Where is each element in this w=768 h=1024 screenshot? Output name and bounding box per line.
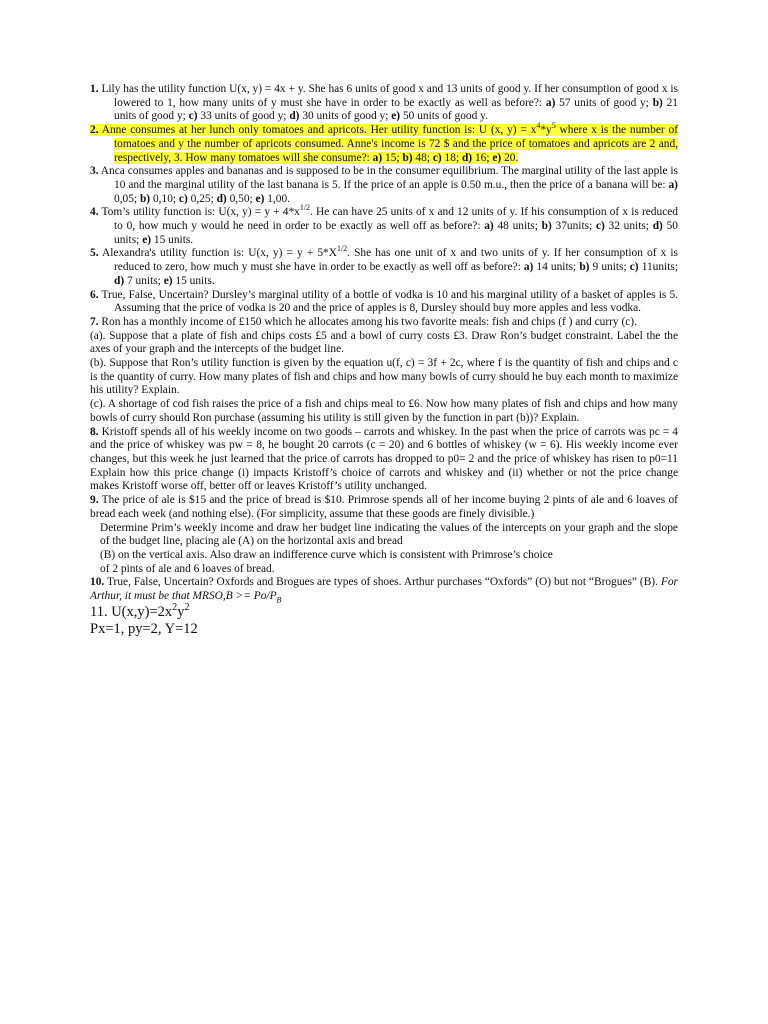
option-text: 11units; [638, 261, 678, 274]
option-text: 48 units; [493, 220, 538, 233]
question-text: The price of ale is $15 and the price of bread is $10. Primrose spends all of her income buying 2 pints of ale and 6 loaves of bread each week (and nothing else). (For simplicity, assume that these goods are finely divisible.) [90, 494, 678, 520]
question-number: 8. [90, 425, 99, 438]
question-6 [90, 289, 678, 316]
option-label: e) [391, 110, 401, 123]
subscript: B [276, 595, 282, 605]
option-label: e) [492, 151, 502, 164]
option-label: d) [461, 151, 473, 164]
question-9-paragraph-2: (B) on the vertical axis. Also draw an indifference curve which is consistent with Primrose’s choice [100, 548, 553, 561]
question-text: *y [540, 124, 552, 137]
document-page [90, 83, 678, 638]
question-number: 9. [90, 494, 99, 507]
question-text: Tom’s utility function is: U(x, y) = y + 4*x [101, 206, 300, 219]
question-7-part-a: (a). Suppose that a plate of fish and chips costs £5 and a bowl of curry costs £3. Draw Ron’s budget constraint. Label the the axes of your graph and the intercepts of the budget line. [90, 329, 678, 356]
option-text: 0,05; [114, 192, 138, 205]
question-text: Anne consumes at her lunch only tomatoes and apricots. Her utility function is: U (x, y) = x [101, 124, 537, 137]
question-10 [90, 576, 678, 603]
question-4 [90, 203, 678, 247]
question-text: Kristoff spends all of his weekly income on two goods – carrots and whiskey. In the past when the price of carrots was pc = 4 and the price of whiskey was pw = 8, he bought 20 carrots (c = 20) and 6 bottles of whiskey (w = 6). His weekly income ever changes, but this week he just learned that the price of carrots has dropped to p0= 2 and the price of whiskey has risen to p0=11 Explain how this price change (i) impacts Kristoff’s choice of carrots and whiskey and (ii) whether or not the price change makes Kristoff worse off, better off or leaves Kristoff’s utility unchanged. [90, 425, 678, 493]
option-text: 30 units of good y; [299, 110, 389, 123]
option-text: 50 units; [114, 220, 678, 246]
question-number: 3. [90, 165, 99, 178]
option-label: e) [142, 233, 152, 246]
exponent: 5 [551, 121, 556, 131]
option-text: 1,00. [264, 192, 291, 205]
option-text: 32 units; [604, 220, 649, 233]
option-text: 37units; [551, 220, 593, 233]
option-label: d) [114, 274, 125, 287]
exponent: 4 [536, 121, 541, 131]
option-text: 18; [441, 151, 460, 164]
option-text: 16; [472, 151, 490, 164]
option-text: 14 units; [533, 261, 577, 274]
question-text: . He can have 25 units of x and 12 units of y. If his consumption of x is reduced to 0, how much y would he need in order to be exactly as well off as before?: [114, 206, 678, 233]
question-text: y [177, 603, 185, 620]
option-label: d) [289, 110, 300, 123]
question-text: Anca consumes apples and bananas and is supposed to be in the consumer equilibrium. The marginal utility of the last apple is 10 and the marginal utility of the last banana is 5. If the price of an apple is 0.50 m.u., then the price of a banana will be: [100, 165, 678, 191]
question-7-part-c: (c). A shortage of cod fish raises the price of a fish and chips meal to £6. Now how many plates of fish and chips and how many bowls of curry should Ron purchase (assuming his utility is still given by the function in part (b))? Explain. [90, 398, 678, 424]
option-text: 15; [382, 151, 400, 164]
option-text: 15 units. [172, 274, 215, 287]
question-text: where x is the number of tomatoes and y the number of apricots consumed. Anne's income is 72 $ and the price of tomatoes and apricots are 2 and, respectively, 3. How many tomatoes will she consume?: [114, 124, 679, 164]
question-11-prices: Px=1, py=2, Y=12 [90, 620, 198, 637]
option-label: d) [216, 192, 227, 205]
question-9 [90, 494, 678, 521]
question-text: True, False, Uncertain? Dursley’s marginal utility of a bottle of vodka is 10 and his marginal utility of a basket of apples is 5. Assuming that the price of vodka is 20 and the price of apples is 8, Dursley should buy more apples and less vodka. [101, 288, 678, 315]
option-label: c) [432, 151, 442, 164]
option-label: a) [545, 96, 556, 109]
option-text: 0,50; [226, 192, 253, 205]
option-text: 48; [412, 151, 430, 164]
option-label: a) [484, 220, 494, 233]
question-text: Alexandra's utility function is: U(x, y) = y + 5*X [102, 247, 337, 260]
exponent: 2 [172, 601, 178, 613]
question-text: 11. U(x,y)=2x [90, 603, 173, 620]
exponent: 2 [184, 601, 190, 613]
option-text: 15 units. [151, 233, 194, 246]
question-number: 10. [90, 576, 105, 589]
option-text: 50 units of good y. [400, 110, 488, 123]
question-7-part-b: (b). Suppose that Ron’s utility function is given by the equation u(f, c) = 3f + 2c, where f is the quantity of fish and chips and c is the quantity of curry. How many plates of fish and chips and how many bowls of curry should he buy each month to maximize his utility? Explain. [90, 357, 678, 397]
option-label: d) [652, 220, 663, 233]
question-number: 7. [90, 315, 99, 328]
option-label: b) [402, 151, 413, 164]
option-text: 33 units of good y; [197, 110, 287, 123]
exponent: 1/2 [299, 203, 311, 213]
option-label: b) [652, 96, 663, 109]
question-8 [90, 426, 678, 495]
question-number: 4. [90, 206, 99, 219]
option-label: b) [541, 220, 552, 233]
question-number: 1. [90, 83, 99, 95]
question-text: True, False, Uncertain? Oxfords and Brogues are types of shoes. Arthur purchases “Oxfords” (O) but not “Brogues” (B). [106, 576, 658, 589]
option-label: b) [139, 192, 151, 205]
question-text: Ron has a monthly income of £150 which he allocates among his two favorite meals: fish and chips (f ) and curry (c). [101, 315, 637, 328]
question-2 [90, 121, 679, 165]
exponent: 1/2 [336, 244, 348, 254]
question-9-paragraph-3: of 2 pints of ale and 6 loaves of bread. [100, 562, 275, 575]
option-label: e) [255, 192, 265, 205]
question-7 [90, 316, 678, 330]
option-label: a) [372, 151, 383, 164]
question-5 [90, 244, 678, 288]
question-number: 2. [90, 124, 99, 137]
option-label: e) [163, 274, 173, 287]
question-9-paragraph-1: Determine Prim’s weekly income and draw her budget line indicating the values of the intercepts on your graph and the slope of the budget line, placing ale (A) on the horizontal axis and bread [100, 521, 678, 548]
question-3 [90, 165, 678, 206]
option-label: c) [629, 261, 639, 274]
option-label: c) [188, 110, 198, 123]
option-label: c) [178, 192, 188, 205]
option-label: c) [595, 220, 605, 233]
option-text: 21 units of good y; [114, 96, 678, 123]
question-11-utility [90, 601, 678, 621]
question-number: 6. [90, 288, 99, 301]
option-label: b) [579, 261, 590, 274]
option-text: 7 units; [124, 274, 161, 287]
option-text: 9 units; [589, 261, 627, 274]
option-text: 0,10; [150, 192, 177, 205]
question-number: 5. [90, 247, 99, 260]
option-text: 0,25; [187, 192, 214, 205]
question-text: Lily has the utility function U(x, y) = 4x + y. She has 6 units of good x and 13 units of good y. If her consumption of good x is lowered to 1, how many units of y must she have in order to be exactly as well as before?: [101, 83, 678, 109]
option-text: 20. [501, 151, 519, 164]
option-text: 57 units of good y; [555, 96, 649, 109]
question-1 [90, 83, 678, 124]
option-label: a) [668, 178, 678, 191]
option-label: a) [523, 261, 534, 274]
question-italic-text: For Arthur, it must be that MRSO,B >= Po/P [90, 576, 678, 603]
question-text: . She has one unit of x and two units of y. If her consumption of x is reduced to zero, how much y must she have in order to be exactly as well off as before?: [114, 247, 678, 274]
